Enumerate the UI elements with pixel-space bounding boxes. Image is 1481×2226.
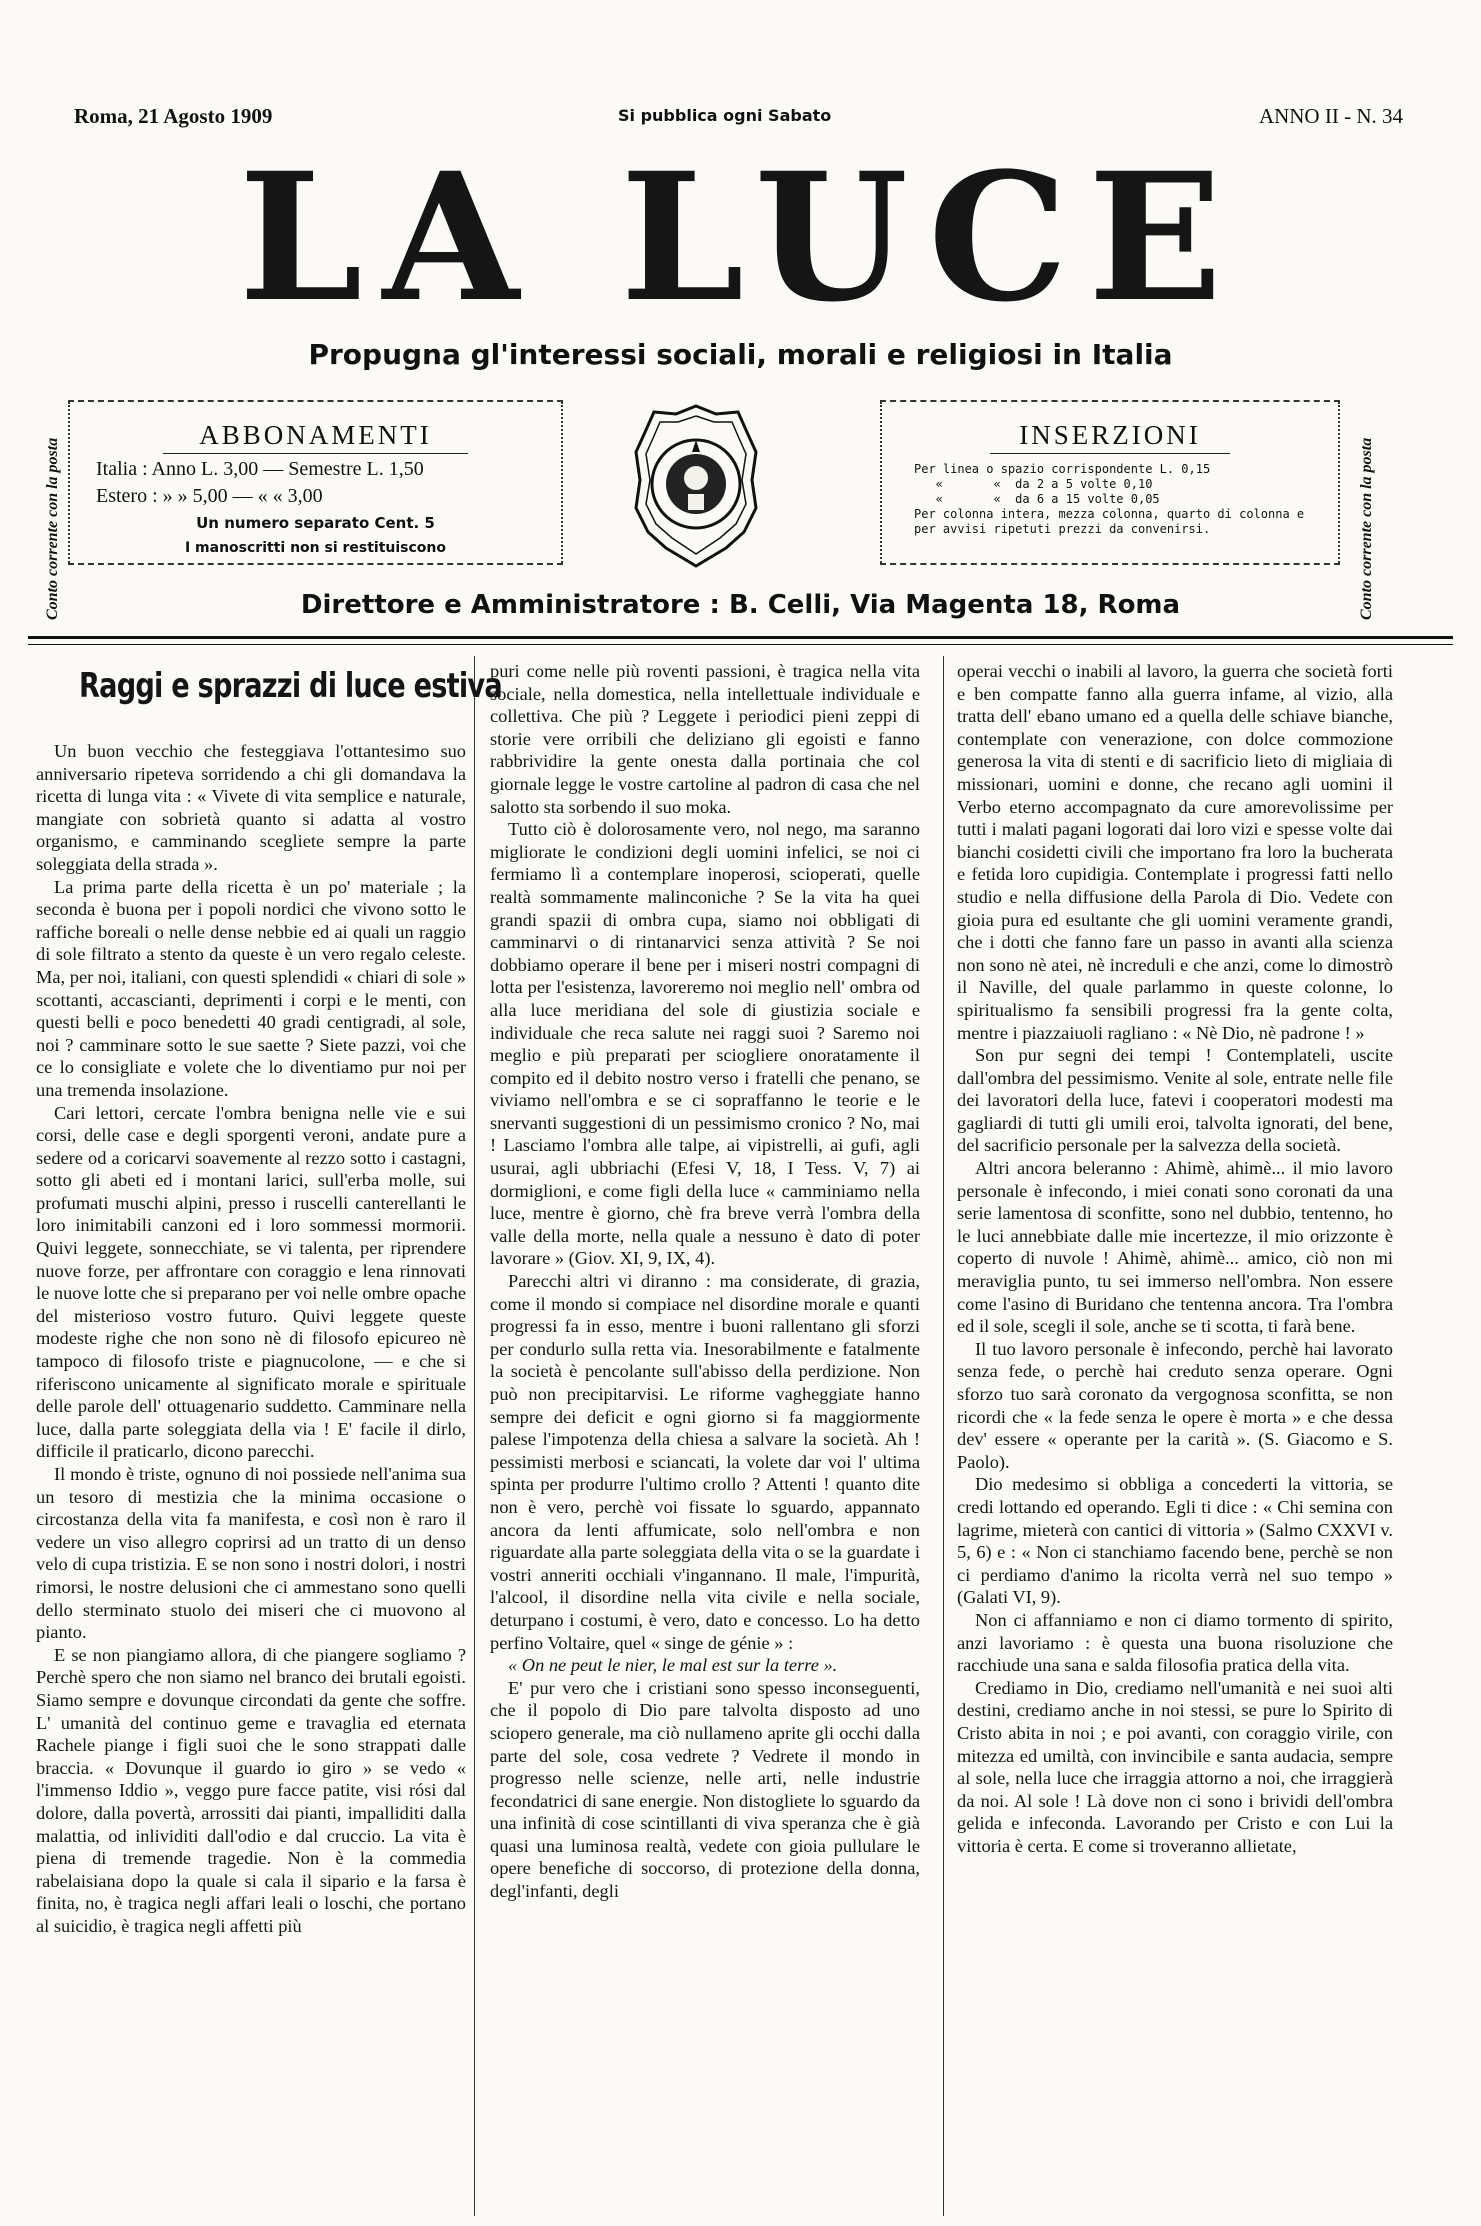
- article-paragraph: E se non piangiamo allora, di che piangere sogliamo ? Perchè spero che non siamo nel branco dei brutali egoisti. Siamo sempre e dovunque circondati da gente che soffre. L' umanità del continuo geme e travaglia ed eternata Rachele piange i figli suoi che le sono strappati dalle braccia. « Dovunque il guardo io giro » se vedo « l'immenso Iddio », veggo pure facce patite, visi rósi dal dolore, dalla povertà, arrossiti dai pianti, impalliditi dalla malattia, od inlividiti dall'odio e dal cruccio. La vita è piena di tremende tragedie. Non è la commedia rabelaisiana dopo la quale si cala il sipario e la farsa è finita, no, è tragica negli affari leali o loschi, che portano al suicidio, è tragica negli affetti più: [36, 1644, 466, 1936]
- article-paragraph: Altri ancora beleranno : Ahimè, ahimè... il mio lavoro personale è infecondo, i miei conati sono coronati da una serie lamentosa di sconfitte, sono nel dubbio, tentenno, ho le luci annebbiate dalle mie incertezze, il mio orizzonte è coperto di nuvole ! Ahimè, ahimè... amico, ciò non mi meraviglia punto, tu sei immerso nell'ombra. Non essere come l'asino di Buridano che tentenna ancora. Tra l'ombra ed il sole, scegli il sole, anche se ti scotta, ti farà bene.: [957, 1158, 1393, 1337]
- article-headline: Raggi e sprazzi di luce estiva: [79, 666, 502, 706]
- side-note-left-text: Conto corrente con la posta: [44, 437, 61, 620]
- article-column-1: [36, 660, 502, 1937]
- subscriptions-title: ABBONAMENTI: [163, 420, 468, 454]
- subscription-italy-semester: — Semestre L. 1,50: [263, 458, 424, 480]
- subscription-row-italy: [96, 458, 563, 481]
- article-paragraph: E' pur vero che i cristiani sono spesso inconseguenti, che il popolo di Dio pare talvolta disposto ad uno sciopero generale, ma ciò nullameno aprite gli occhi dalla parte del sole, cosa vedrete ? Vedrete il mondo in progresso nelle scienze, nelle arti, nelle industrie fecondatrici di sane energie. Non distogliete lo sguardo da una infinità di cose scintillanti di viva speranza che è già quasi una luminosa realtà, vedete con gioia pullulare le opere benefiche di soccorso, di protezione della donna, degl'infanti, degli: [490, 1677, 920, 1902]
- article-paragraph: La prima parte della ricetta è un po' materiale ; la seconda è buona per i popoli nordici che vivono sotto le raffiche boreali o nelle dense nebbie ed ai quali un raggio di sole filtrato a stento da queste è un vero regalo celeste. Ma, per noi, italiani, con questi splendidi « chiari di sole » scottanti, accascianti, deprimenti i corpi e le menti, con questi belli e poco benedetti 40 gradi centigradi, al sole, noi ? camminare sotto le sue saette ? Siete pazzi, voi che ce lo consigliate e volete che lo diventiamo pur noi per una tremenda insolazione.: [36, 876, 466, 1100]
- advertising-rate-2: « « da 2 a 5 volte 0,10: [914, 477, 1153, 491]
- article-paragraph: Crediamo in Dio, crediamo nell'umanità e nei suoi alti destini, crediamo anche in noi stessi, se pure lo Spirito di Cristo abita in noi ; e poi avanti, con coraggio virile, con mitezza ed umiltà, con invincibile e santa audacia, sempre al sole, nella luce che irraggia attorno a noi, che irraggierà da noi. Al sole ! Là dove non ci sono i brividi dell'ombra gelida e infeconda. Lavorando per Cristo e con Lui la vittoria è certa. E come si troveranno allietate,: [957, 1677, 1393, 1856]
- advertising-title: INSERZIONI: [990, 420, 1230, 454]
- side-note-left: [40, 380, 70, 620]
- article-quote: « On ne peut le nier, le mal est sur la terre ».: [508, 1655, 838, 1676]
- article-column-2: [490, 660, 920, 1903]
- column-divider-1: [474, 656, 475, 2216]
- article-paragraph: operai vecchi o inabili al lavoro, la guerra che società forti e ben compatte fanno alla guerra infame, al vizio, alla tratta dell' ebano umano ed a quella delle schiave bianche, contemplate con venerazione, con dolce commozione generosa la vita di stenti e di sacrificio lieto di migliaia di missionari, uomini e donne, che recano agli uomini il Verbo eterno accompagnato da cure amorevolissime per tutti i malati pagani logorati dai loro vizi e spesse volte dai bianchi cosidetti civili che importano fra loro la bucherata e fetida loro cupidigia. Contemplate i progressi fatti nello studio e nella diffusione della Parola di Dio. Vedete con gioia pura ed esultante che gli uomini veramente grandi, che i dotti che fanno fare un passo in avanti alla scienza non sono nè atei, nè increduli e che anzi, come lo dimostrò il Naville, del quale parlammo in queste colonne, lo spiritualismo fa sensibili progressi fra la gente colta, mentre i piazzaiuoli ragliano : « Nè Dio, nè padrone ! »: [957, 661, 1393, 1043]
- article-paragraph: puri come nelle più roventi passioni, è tragica nella vita sociale, nella domestica, nella intellettuale individuale e collettiva. Che più ? Leggete i periodici pieni zeppi di storie vere orribili che deliziano gli egoisti e fanno rabbrividire la gente onesta dalla portinaia che col giornale legge le vostre cartoline al padron di casa che nel salotto sta sorbendo il suo moka.: [490, 661, 920, 817]
- article-paragraph: Non ci affanniamo e non ci diamo tormento di spirito, anzi lavoriamo : è questa una buona risoluzione che racchiude una sana e salda filosofia pratica della vita.: [957, 1609, 1393, 1676]
- publication-frequency: Si pubblica ogni Sabato: [618, 106, 832, 125]
- subscription-row-abroad: [96, 485, 563, 508]
- top-line: [48, 104, 1433, 132]
- article-paragraph: Cari lettori, cercate l'ombra benigna nelle vie e sui corsi, delle case e degli sporgenti veroni, andate pure a sedere od a coricarvi soavemente al rezzo sotto i castagni, sotto gli abeti ed i montani larici, sull'erba molle, sui profumati muschi alpini, presso i ruscelli canterellanti le loro inimitabili canzoni ed i loro sommessi mormorii. Quivi leggete, sonnecchiate, se vi talenta, per riprendere nuove forze, per affrontare con coraggio e lena rinnovati le nuove lotte che si preparano per voi nelle ombre opache del misterioso vostro futuro. Quivi leggete queste modeste righe che non sono nè di filosofo epicureo nè tampoco di filosofo triste e piagnucolone, — e che si riferiscono unicamente al significato morale e spirituale delle parole dell' ottuagenario suddetto. Camminare nella luce, dalla parte soleggiata della via ! E' facile il dirlo, difficile il praticarlo, dicono parecchi.: [36, 1102, 466, 1462]
- subscriptions-box: [68, 400, 563, 565]
- subscription-abroad-semester: — « « 3,00: [232, 485, 323, 507]
- header-rule-thick: [28, 636, 1453, 639]
- single-issue-price: Un numero separato Cent. 5: [196, 514, 435, 532]
- advertising-rate-4: Per colonna intera, mezza colonna, quarto di colonna e: [914, 507, 1305, 521]
- advertising-rate-5: per avvisi ripetuti prezzi da convenirsi.: [914, 522, 1211, 536]
- article-column-3: [957, 660, 1393, 1857]
- subscription-italy-year: Italia : Anno L. 3,00: [96, 458, 259, 480]
- article-paragraph: Il tuo lavoro personale è infecondo, perchè hai lavorato senza fede, o perchè hai creduto senza operare. Ogni sforzo tuo sarà coronato da vergognosa sconfitta, se non ricordi che « la fede senza le opere è morta » e che dessa dev' essere « operante per la carità ». (S. Giacomo e S. Paolo).: [957, 1338, 1393, 1472]
- subscription-abroad-year: Estero : » » 5,00: [96, 485, 228, 507]
- article-paragraph: Son pur segni dei tempi ! Contemplateli, uscite dall'ombra del pessimismo. Venite al sole, entrate nelle file dei lavoratori della luce, fatevi i cooperatori modesti ma gagliardi di tutti gli umili eroi, talvolta ignorati, del bene, del sacrificio personale per la salvezza della società.: [957, 1045, 1393, 1156]
- side-note-right-text: Conto corrente con la posta: [1358, 437, 1375, 620]
- advertising-rate-3: « « da 6 a 15 volte 0,05: [914, 492, 1160, 506]
- issue-number: ANNO II - N. 34: [1258, 104, 1403, 128]
- header-rule-thin: [28, 644, 1453, 645]
- issue-date: Roma, 21 Agosto 1909: [74, 104, 273, 128]
- advertising-box: [880, 400, 1340, 565]
- column-divider-2: [943, 656, 944, 2216]
- seal-emblem: [630, 400, 762, 570]
- article-paragraph: Il mondo è triste, ognuno di noi possiede nell'anima sua un tesoro di mestizia che la minima occasione o circostanza della vita fa manifesta, e così non è raro il vedere un viso allegro coprirsi ad un tratto di un denso velo di cupa tristizia. E se non sono i nostri dolori, i nostri rimorsi, le nostre delusioni che ci ammestano sono quelli dello sterminato stuolo dei miseri che ci muovono al pianto.: [36, 1464, 466, 1643]
- side-note-right: [1354, 380, 1384, 620]
- masthead-title: LA LUCE: [238, 134, 1243, 341]
- director-line: Direttore e Amministratore : B. Celli, Via Magenta 18, Roma: [300, 590, 1181, 620]
- advertising-rate-1: Per linea o spazio corrispondente L. 0,15: [914, 462, 1211, 476]
- article-paragraph: Tutto ciò è dolorosamente vero, nol nego, ma saranno migliorate le condizioni degli uomini infelici, se noi ci fermiamo lì a contemplare inoperosi, scioperati, quelle realtà sommamente malinconiche ? Se la vita ha quei grandi spazii di ombra cupa, siamo noi obbligati di camminarvi o di rintanarvici senza attività ? Se noi dobbiamo operare il bene per i miseri nostri compagni di lotta per l'esistenza, lavoreremo noi meglio nell' ombra od alla luce meridiana del sole di giustizia sociale e individuale che reca salute nei raggi suoi ? Saremo noi meglio e più preparati per sciogliere onoratamente il compito ed il debito nostro verso i fratelli che penano, se viviamo nell'ombra e se ci sopraffanno le teorie e le snervanti suggestioni di un pessimismo cronico ? No, mai ! Lasciamo l'ombra alle talpe, ai vipistrelli, ai gufi, agli usurai, agli ubbriachi (Efesi V, 18, I Tess. V, 7) ai dormiglioni, e come figli della luce « camminiamo nella luce, mentre è giorno, chè fra breve verrà l'ombra della valle della morte, nella quale a nessuno è dato di poter lavorare » (Giov. XI, 9, IX, 4).: [490, 819, 920, 1269]
- article-paragraph: Parecchi altri vi diranno : ma considerate, di grazia, come il mondo si compiace nel disordine morale e quanti progressi fa in esso, mentre i buoni rallentano gli sforzi per condurlo sulla retta via. Inesorabilmente e fatalmente la società è pencolante sull'abisso della perdizione. Non può non precipitarvisi. Le riforme vagheggiate hanno sempre dei deficit e ogni giorno si fa maggiormente palese l'impotenza della chiesa a salvare la società. Ah ! pessimisti merbosi e sciancati, la volete dar voi l' ultima spinta per produrre l'ultimo crollo ? Attenti ! quanto dite non è vero, perchè voi fissate lo sguardo, appannato ancora da lenti affumicate, solo nell'ombra e non riguardate alla parte soleggiata della vita o se la guardate i vostri anneriti occhiali v'ingannano. Il male, l'impurità, l'alcool, il disordine nella vita civile e nella sociale, deturpano i costumi, è vero, dato e concesso. Lo ha detto perfino Voltaire, quel « singe de génie » :: [490, 1271, 920, 1653]
- article-paragraph: Un buon vecchio che festeggiava l'ottantesimo suo anniversario ripeteva sorridendo a chi gli domandava la ricetta di lunga vita : « Vivete di vita semplice e naturale, mangiate con sobrietà quanto si adatta al vostro organismo, e camminando scegliete sempre la parte soleggiata della strada ».: [36, 741, 466, 874]
- manuscripts-note: I manoscritti non si restituiscono: [184, 540, 447, 556]
- article-paragraph: Dio medesimo si obbliga a concederti la vittoria, se credi lottando ed operando. Egli ti dice : « Chi semina con lagrime, mieterà con cantici di vittoria » (Salmo CXXVI v. 5, 6) e : « Non ci stanchiamo facendo bene, perchè se non ci perdiamo d'animo la ricolta verrà nel suo tempo » (Galati VI, 9).: [957, 1474, 1393, 1608]
- masthead-subtitle: Propugna gl'interessi sociali, morali e religiosi in Italia: [308, 338, 1173, 371]
